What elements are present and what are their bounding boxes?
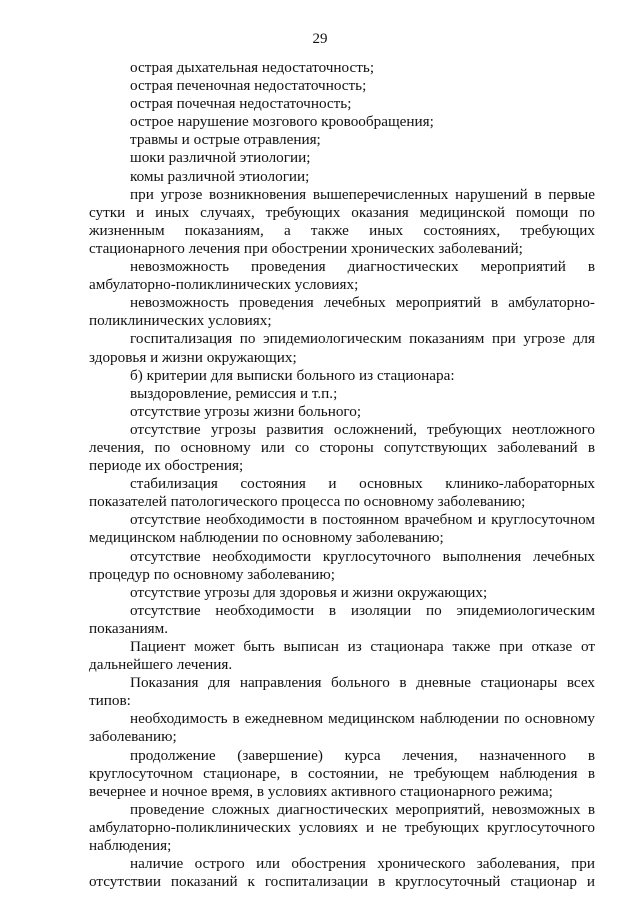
paragraph: б) критерии для выписки больного из стационара:: [130, 366, 455, 384]
paragraph: отсутствие угрозы жизни больного;: [130, 402, 362, 420]
paragraph: острая дыхательная недостаточность;: [130, 59, 375, 76]
paragraph: выздоровление, ремиссия и т.п.;: [130, 384, 338, 402]
paragraph: госпитализация по эпидемиологическим показаниям при угрозе для здоровья и жизни окружающих;: [89, 330, 595, 366]
paragraph: отсутствие необходимости в постоянном врачебном и круглосуточном медицинском наблюдении по основному заболеванию;: [89, 511, 595, 547]
paragraph: необходимость в ежедневном медицинском наблюдении по основному заболеванию;: [89, 710, 595, 746]
paragraph: отсутствие необходимости круглосуточного выполнения лечебных процедур по основному заболеванию;: [89, 547, 595, 583]
paragraph: острое нарушение мозгового кровообращения;: [130, 113, 434, 131]
paragraph: невозможность проведения лечебных мероприятий в амбулаторно-поликлинических условиях;: [89, 294, 595, 330]
paragraph: проведение сложных диагностических мероприятий, невозможных в амбулаторно-поликлинических условиях и не требующих круглосуточного наблюдения;: [89, 800, 595, 855]
paragraph: острая печеночная недостаточность;: [130, 77, 367, 95]
paragraph: травмы и острые отравления;: [130, 131, 321, 149]
paragraph: Пациент может быть выписан из стационара также при отказе от дальнейшего лечения.: [89, 638, 595, 674]
paragraph: шоки различной этиологии;: [130, 149, 311, 167]
paragraph: наличие острого или обострения хронического заболевания, при отсутствии показаний к госпитализации в круглосуточный стационар и: [89, 855, 595, 891]
paragraph: комы различной этиологии;: [130, 167, 310, 185]
page-number: 29: [312, 31, 328, 47]
paragraph: продолжение (завершение) курса лечения, назначенного в круглосуточном стационаре, в состоянии, не требующем наблюдения в вечернее и ночное время, в условиях активного стационарного режима;: [89, 746, 595, 800]
paragraph: стабилизация состояния и основных клинико-лабораторных показателей патологического процесса по основному заболеванию;: [89, 475, 595, 511]
paragraph: при угрозе возникновения вышеперечисленных нарушений в первые сутки и иных случаях, требующих оказания медицинской помощи по жизненным показаниям, а также иных состояниях, требующих стационарного лечения при обострении хронических заболеваний;: [89, 185, 595, 257]
paragraph: невозможность проведения диагностических мероприятий в амбулаторно-поликлинических условиях;: [89, 258, 595, 294]
document-body: [89, 59, 595, 891]
paragraph: острая почечная недостаточность;: [130, 95, 352, 113]
paragraph: отсутствие необходимости в изоляции по эпидемиологическим показаниям.: [89, 601, 595, 637]
paragraph: отсутствие угрозы развития осложнений, требующих неотложного лечения, по основному или со стороны сопутствующих заболеваний в периоде их обострения;: [89, 420, 595, 475]
paragraph: отсутствие угрозы для здоровья и жизни окружающих;: [130, 583, 488, 601]
paragraph: Показания для направления больного в дневные стационары всех типов:: [89, 674, 595, 710]
